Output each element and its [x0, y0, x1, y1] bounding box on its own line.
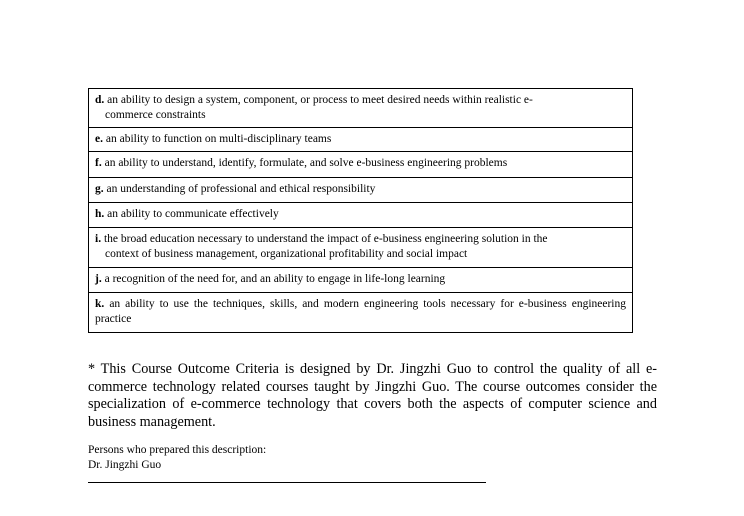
table-row	[89, 203, 633, 228]
outcome-text: an ability to design a system, component, or process to meet desired needs within realistic e-	[107, 94, 533, 106]
outcome-cell-e	[89, 128, 633, 152]
table-row	[89, 268, 633, 293]
outcome-letter: f.	[95, 157, 102, 169]
footnote-paragraph: * This Course Outcome Criteria is designed by Dr. Jingzhi Guo to control the quality of all e-commerce technology related courses taught by Jingzhi Guo. The course outcomes consider the specialization of e-commerce technology that covers both the aspects of computer science and business management.	[88, 361, 657, 430]
outcome-letter: j.	[95, 273, 102, 285]
outcome-cell-j	[89, 268, 633, 293]
outcome-text: a recognition of the need for, and an ability to engage in life-long learning	[104, 273, 446, 285]
table-row	[89, 89, 633, 128]
table-row	[89, 228, 633, 268]
outcome-text: an ability to understand, identify, formulate, and solve e-business engineering problems	[104, 157, 508, 169]
outcome-letter: e.	[95, 133, 103, 145]
signature-line	[88, 482, 486, 483]
outcome-text-continued: context of business management, organizational profitability and social impact	[105, 248, 468, 260]
outcome-text: an understanding of professional and ethical responsibility	[106, 183, 376, 195]
outcome-letter: i.	[95, 233, 102, 245]
outcome-text: an ability to communicate effectively	[107, 208, 279, 220]
prepared-by-label: Persons who prepared this description:	[88, 444, 267, 456]
outcome-text: the broad education necessary to understand the impact of e-business engineering solution in the	[103, 233, 548, 245]
outcome-letter: d.	[95, 94, 105, 106]
outcome-cell-g	[89, 178, 633, 203]
table-row	[89, 128, 633, 152]
outcome-text: an ability to use the techniques, skills, and modern engineering tools necessary for e-business engineering practice	[95, 298, 627, 325]
table-row	[89, 178, 633, 203]
outcome-text: an ability to function on multi-disciplinary teams	[105, 133, 332, 145]
outcome-cell-d	[89, 89, 633, 128]
outcome-cell-f	[89, 152, 633, 178]
course-outcome-table	[88, 88, 633, 333]
outcome-cell-k	[89, 293, 633, 333]
outcome-cell-i	[89, 228, 633, 268]
table-row	[89, 152, 633, 178]
table-row	[89, 293, 633, 333]
preparer-name: Dr. Jingzhi Guo	[88, 458, 162, 471]
outcome-text-continued: commerce constraints	[105, 109, 206, 121]
outcome-cell-h	[89, 203, 633, 228]
prepared-by-block	[88, 443, 266, 472]
outcome-letter: h.	[95, 208, 105, 220]
outcome-letter: k.	[95, 298, 105, 310]
outcome-letter: g.	[95, 183, 104, 195]
